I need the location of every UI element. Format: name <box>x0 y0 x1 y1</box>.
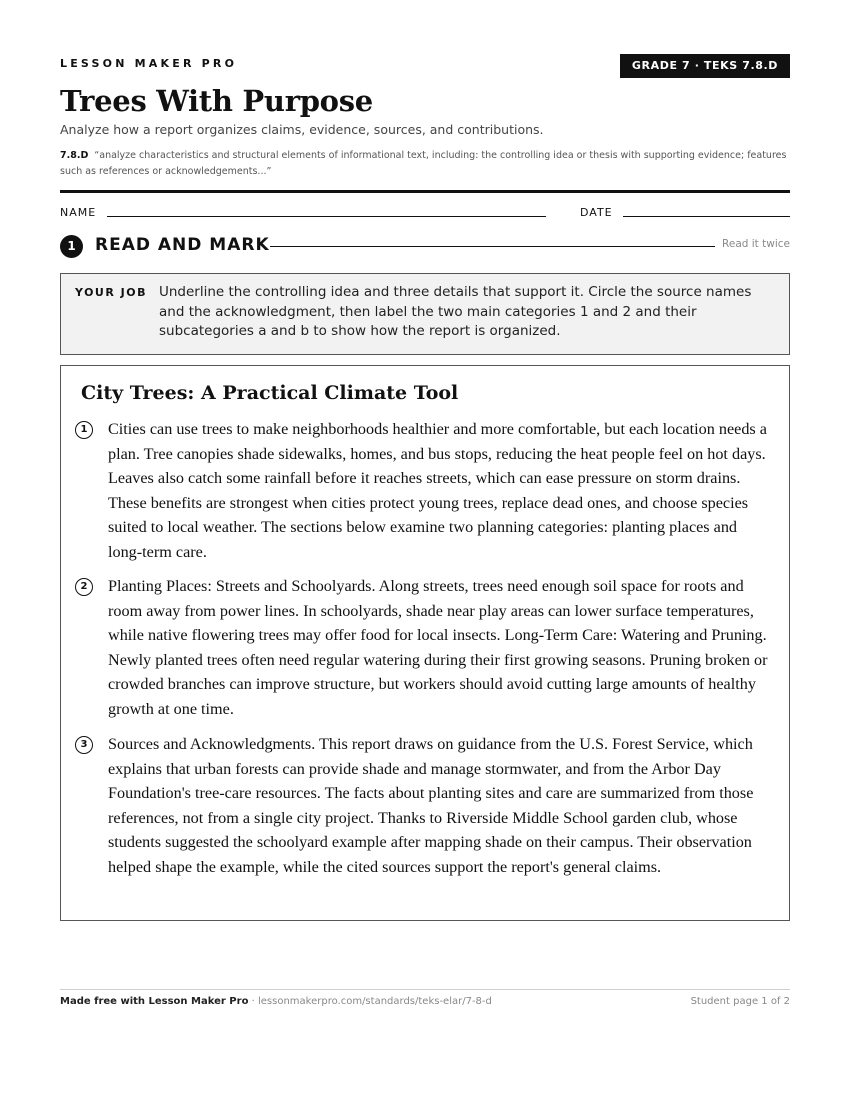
standard-text: “analyze characteristics and structural elements of informational text, including: the controlling idea or thesis with supporting evidence; features such as references or acknowledgements...” <box>60 150 787 177</box>
footer-url: · lessonmakerpro.com/standards/teks-elar/7-8-d <box>248 996 492 1007</box>
standard-code: 7.8.D <box>60 150 89 161</box>
instructions-label: YOUR JOB <box>75 286 147 299</box>
instructions-text: Underline the controlling idea and three details that support it. Circle the source names and the acknowledgment, then label the two main categories 1 and 2 and their subcategories a and b to show how the report is organized. <box>159 284 752 339</box>
section-note: Read it twice <box>722 238 790 250</box>
standard-description <box>60 148 790 180</box>
paragraph-text: Planting Places: Streets and Schoolyards. Along streets, trees need enough soil space for roots and room away from power lines. In schoolyards, shade near play areas can lower surface temperatures, while native flowering trees may offer food for local insects. Long-Term Care: Watering and Pruning. Newly planted trees often need regular watering during their first growing seasons. Pruning broken or crowded branches can improve structure, but workers should avoid cutting large amounts of healthy growth at one time. <box>108 577 768 718</box>
student-info-row <box>60 206 790 220</box>
section-divider <box>270 246 715 247</box>
paragraph-number: 2 <box>75 578 93 596</box>
header-divider <box>60 190 790 193</box>
name-label: NAME <box>60 206 97 219</box>
section-header <box>60 234 790 258</box>
grade-badge: GRADE 7 · TEKS 7.8.D <box>620 54 790 78</box>
date-label: DATE <box>580 206 613 219</box>
footer-divider <box>60 989 790 990</box>
paragraph-text: Cities can use trees to make neighborhoods healthier and more comfortable, but each location needs a plan. Tree canopies shade sidewalks, homes, and bus stops, reducing the heat people feel on hot days. Leaves also catch some rainfall before it reaches streets, which can ease pressure on storm drains. These benefits are strongest when cities protect young trees, replace dead ones, and choose species suited to local weather. The sections below examine two planning categories: planting places and long-term care. <box>108 420 767 561</box>
date-field[interactable] <box>623 216 790 217</box>
section-title: READ AND MARK <box>95 235 270 255</box>
page-subtitle: Analyze how a report organizes claims, evidence, sources, and contributions. <box>60 122 544 137</box>
paragraph-number: 3 <box>75 736 93 754</box>
page-title: Trees With Purpose <box>60 84 373 118</box>
brand-name: LESSON MAKER PRO <box>60 57 238 70</box>
paragraph-text: Sources and Acknowledgments. This report draws on guidance from the U.S. Forest Service, which explains that urban forests can provide shade and manage stormwater, and from the Arbor Day Foundation's tree-care resources. The facts about planting sites and care are summarized from those references, not from a single city project. Thanks to Riverside Middle School garden club, whose students suggested the schoolyard example after mapping shade on their campus. Their observation helped shape the example, while the cited sources support the report's general claims. <box>108 735 754 876</box>
page-indicator: Student page 1 of 2 <box>690 996 790 1007</box>
name-field[interactable] <box>107 216 546 217</box>
paragraph-number: 1 <box>75 421 93 439</box>
reading-passage <box>60 365 790 921</box>
footer-credit <box>60 996 492 1007</box>
section-number-badge: 1 <box>60 235 83 258</box>
instructions-box <box>60 273 790 355</box>
passage-title: City Trees: A Practical Climate Tool <box>81 382 459 404</box>
footer-made-with: Made free with Lesson Maker Pro <box>60 996 249 1007</box>
